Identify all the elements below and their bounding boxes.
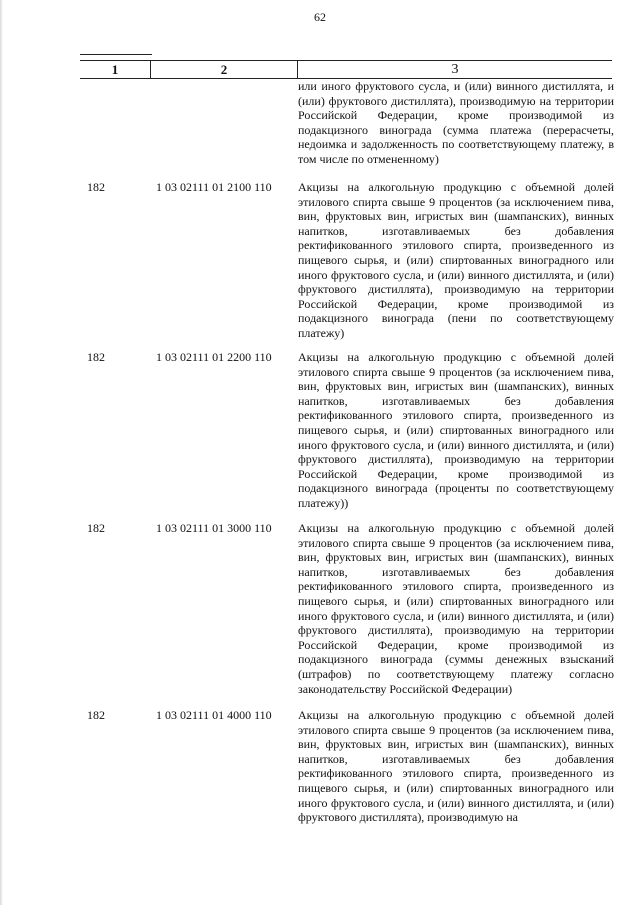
cell-admin-code: 182: [87, 180, 105, 194]
cell-text: или иного фруктового сусла, и (или) винного дистиллята, и (или) фруктового дистиллята), производимую на территории Российской Федерации, кроме производимой из подакцизного винограда (сумма платежа (перерасчеты, недоимка и задолженность по соответствующему платежу, в том числе по отмененному): [298, 79, 614, 166]
cell-text: Акцизы на алкогольную продукцию с объемной долей этилового спирта свыше 9 процентов (за исключением пива, вин, фруктовых вин, игристых вин (шампанских), винных напитков, изготавливаемых без добавления ректификованного этилового спирта, произведенного из пищевого сырья, и (или) спиртованных виноградного или иного фруктового сусла, и (или) винного дистиллята, и (или) фруктового дистиллята), производимую на: [298, 708, 614, 825]
cell-text: Акцизы на алкогольную продукцию с объемной долей этилового спирта свыше 9 процентов (за исключением пива, вин, фруктовых вин, игристых вин (шампанских), винных напитков, изготавливаемых без добавления ректификованного этилового спирта, произведенного из пищевого сырья, и (или) спиртованных виноградного или иного фруктового сусла, и (или) винного дистиллята, и (или) фруктового дистиллята), производимую на территории Российской Федерации, кроме производимой из подакцизного винограда (проценты по соответствующему платежу)): [298, 350, 614, 510]
cell-admin-code: 182: [87, 521, 105, 535]
cell-kbk: 1 03 02111 01 2200 110: [156, 350, 272, 364]
header-col-3: 3: [451, 61, 459, 77]
cell-text: Акцизы на алкогольную продукцию с объемной долей этилового спирта свыше 9 процентов (за исключением пива, вин, фруктовых вин, игристых вин (шампанских), винных напитков, изготавливаемых без добавления ректификованного этилового спирта, произведенного из пищевого сырья, и (или) спиртованных виноградного или иного фруктового сусла, и (или) винного дистиллята, и (или) фруктового дистиллята), производимую на территории Российской Федерации, кроме производимой из подакцизного винограда (пени по соответствующему платежу): [298, 180, 614, 340]
scan-edge: [0, 0, 3, 905]
cell-text: Акцизы на алкогольную продукцию с объемной долей этилового спирта свыше 9 процентов (за исключением пива, вин, фруктовых вин, игристых вин (шампанских), винных напитков, изготавливаемых без добавления ректификованного этилового спирта, произведенного из пищевого сырья, и (или) спиртованных виноградного или иного фруктового сусла, и (или) винного дистиллята, и (или) фруктового дистиллята), производимую на территории Российской Федерации, кроме производимой из подакцизного винограда (суммы денежных взысканий (штрафов) по соответствующему платежу согласно законодательству Российской Федерации): [298, 521, 614, 696]
table-header: [80, 60, 612, 79]
page-number: 62: [314, 10, 326, 24]
cell-admin-code: 182: [87, 350, 105, 364]
cell-kbk: 1 03 02111 01 2100 110: [156, 180, 272, 194]
header-top-rule: [80, 54, 152, 55]
header-col-2: 2: [151, 61, 298, 78]
header-col-1: 1: [80, 61, 151, 78]
cell-admin-code: 182: [87, 708, 105, 722]
cell-kbk: 1 03 02111 01 4000 110: [156, 708, 272, 722]
cell-kbk: 1 03 02111 01 3000 110: [156, 521, 272, 535]
